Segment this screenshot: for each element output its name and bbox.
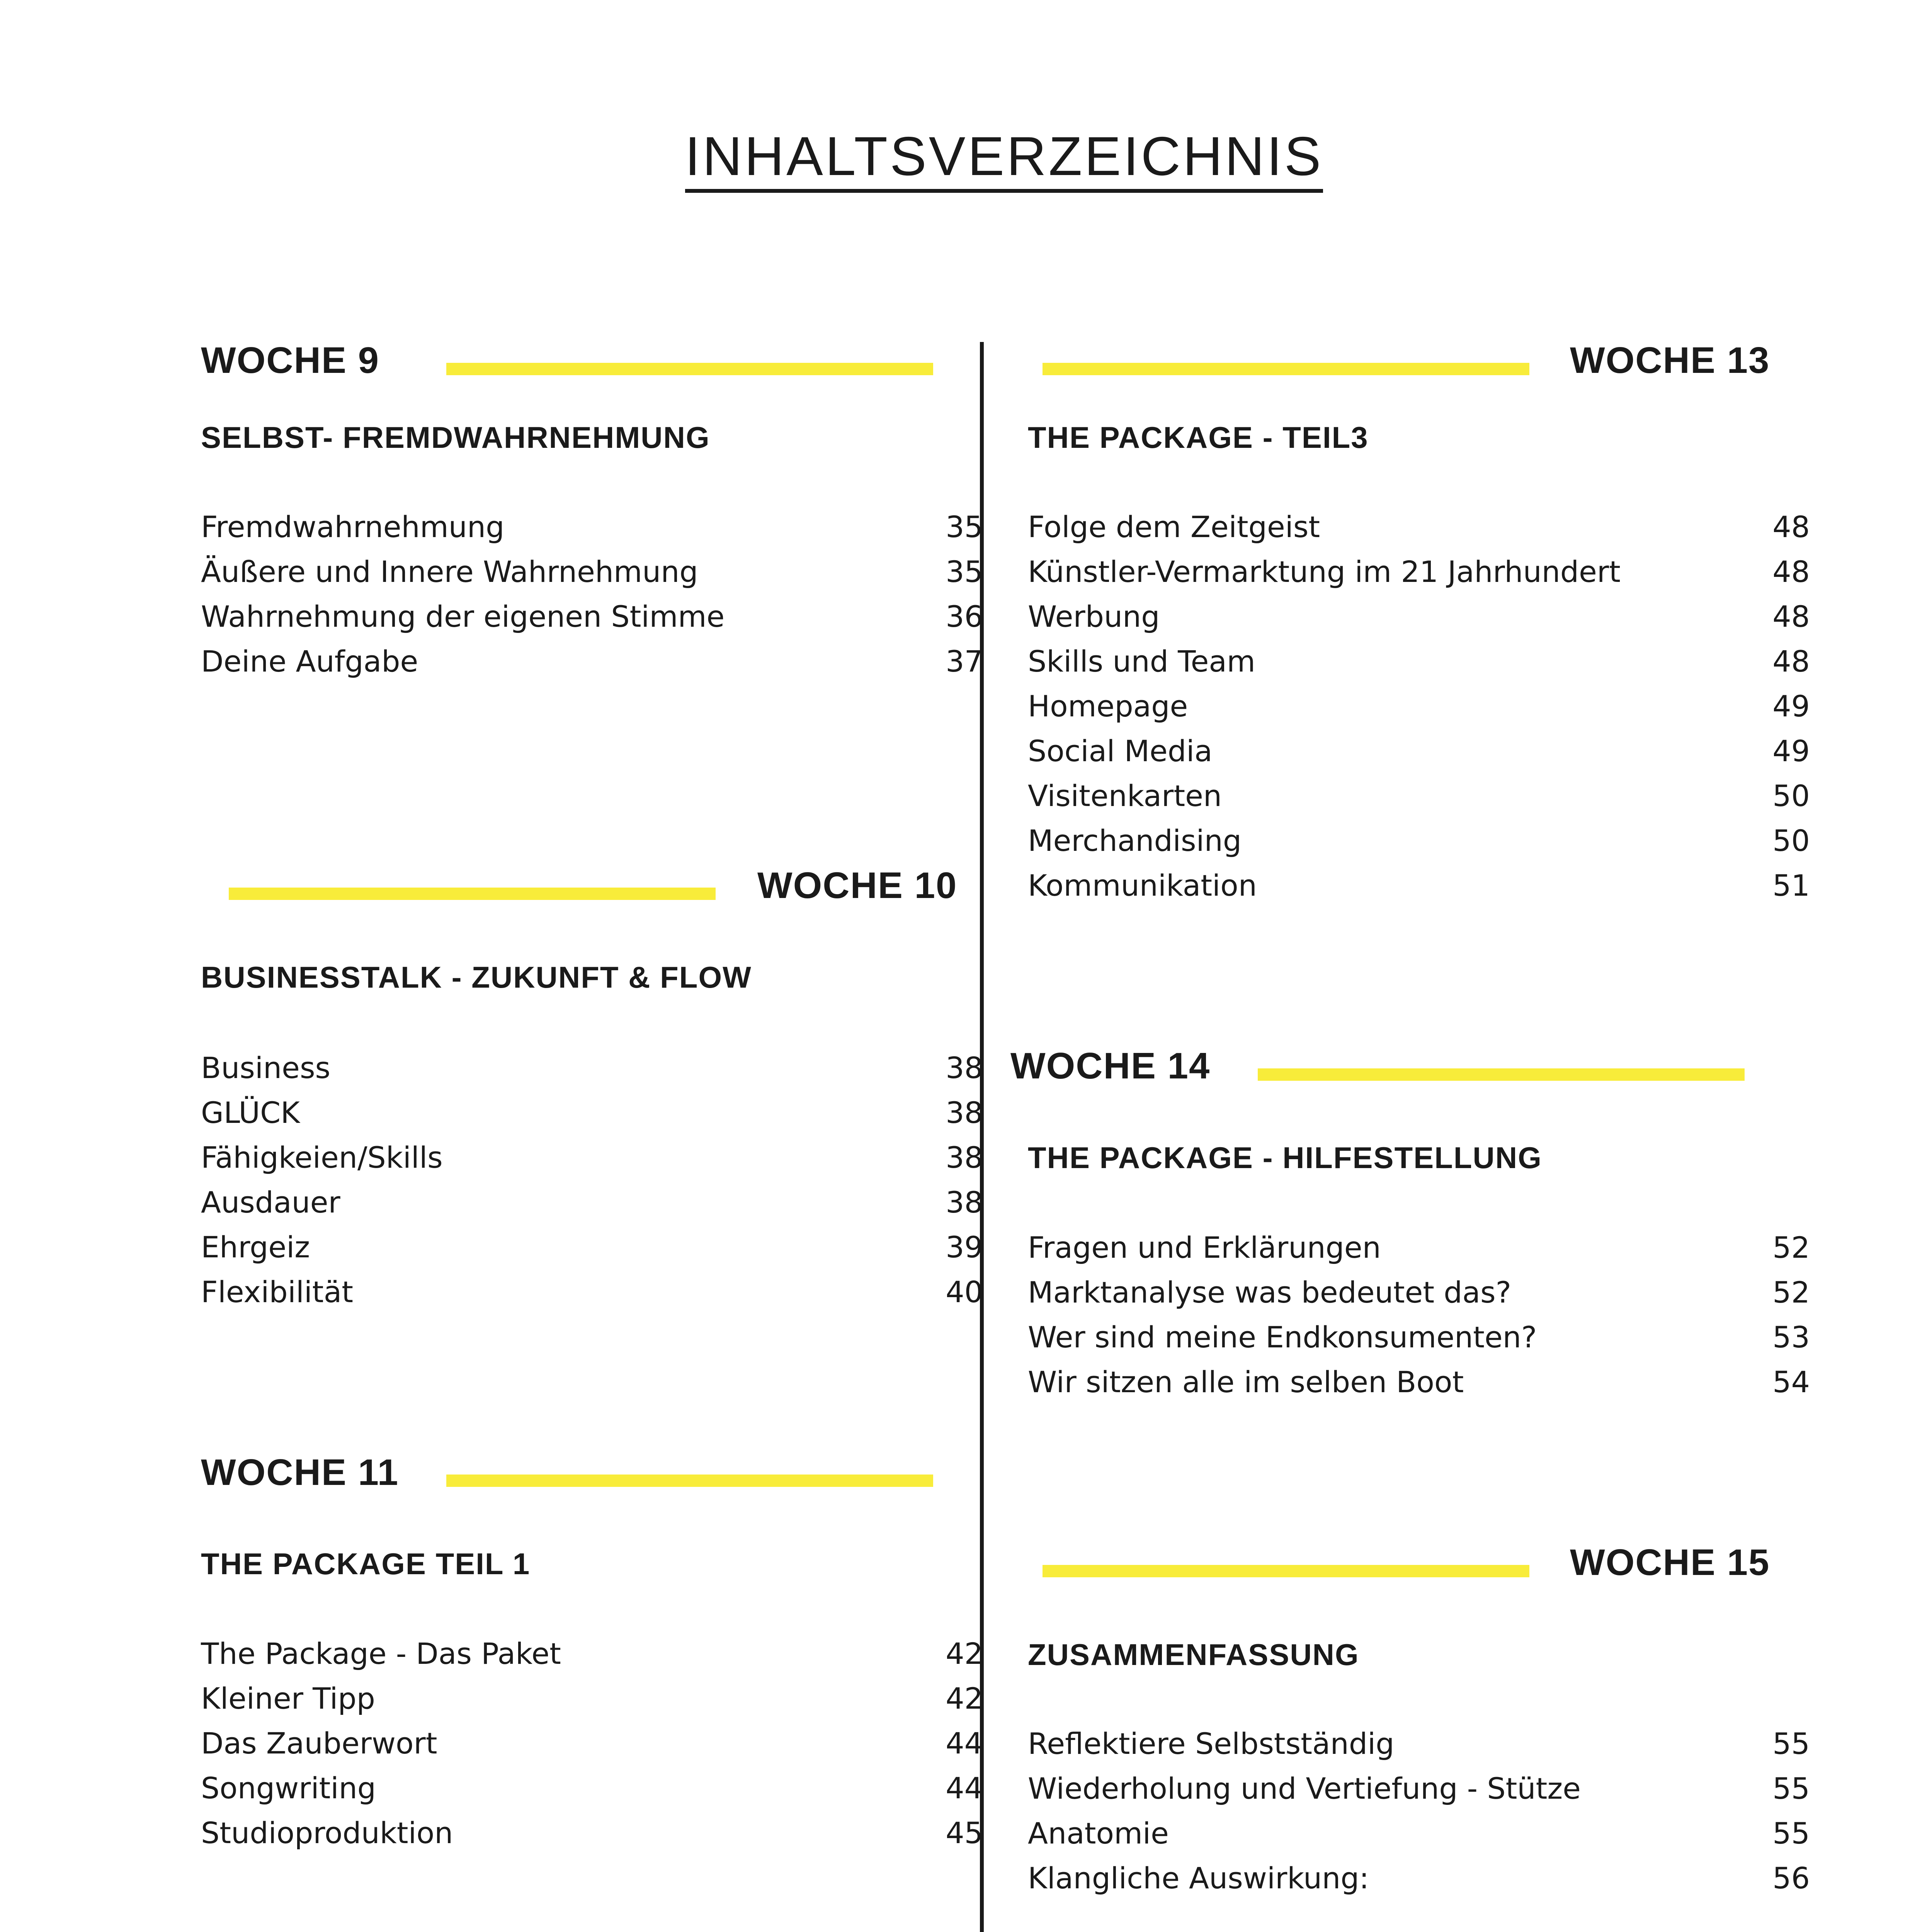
toc-entry[interactable] <box>201 1631 983 1676</box>
week-heading-14: WOCHE 14 <box>1010 1045 1211 1087</box>
entry-page: 44 <box>946 1726 983 1760</box>
entry-label: Merchandising <box>1028 823 1242 858</box>
toc-title-wrap <box>0 128 1932 193</box>
week-heading-9: WOCHE 9 <box>201 340 380 381</box>
entry-page: 48 <box>1772 554 1810 589</box>
toc-entry[interactable] <box>1028 594 1810 639</box>
entry-page: 40 <box>946 1275 983 1309</box>
section-subtitle-14: THE PACKAGE - HILFESTELLUNG <box>1028 1141 1542 1175</box>
entry-label: The Package - Das Paket <box>201 1636 561 1671</box>
section-subtitle-15: ZUSAMMENFASSUNG <box>1028 1638 1359 1672</box>
entry-page: 38 <box>946 1051 983 1085</box>
toc-entry[interactable] <box>1028 639 1810 684</box>
toc-entry[interactable] <box>1028 684 1810 729</box>
entry-page: 48 <box>1772 644 1810 679</box>
entry-label: Kommunikation <box>1028 868 1257 903</box>
entry-page: 45 <box>946 1816 983 1850</box>
toc-entry[interactable] <box>201 1811 983 1855</box>
toc-entry[interactable] <box>1028 549 1810 594</box>
toc-entry[interactable] <box>1028 1811 1810 1856</box>
entry-label: Fremdwahrnehmung <box>201 510 505 544</box>
entry-label: GLÜCK <box>201 1095 300 1130</box>
entry-label: Songwriting <box>201 1771 376 1805</box>
entry-list-10 <box>201 1046 983 1315</box>
entry-label: Wer sind meine Endkonsumenten? <box>1028 1320 1537 1354</box>
entry-page: 56 <box>1772 1861 1810 1895</box>
toc-entry[interactable] <box>201 1766 983 1811</box>
toc-entry[interactable] <box>1028 1856 1810 1901</box>
toc-entry[interactable] <box>201 1135 983 1180</box>
section-subtitle-11: THE PACKAGE TEIL 1 <box>201 1547 531 1581</box>
toc-entry[interactable] <box>201 639 983 684</box>
entry-page: 38 <box>946 1185 983 1219</box>
toc-entry[interactable] <box>1028 1766 1810 1811</box>
accent-bar-15 <box>1043 1565 1529 1577</box>
accent-bar-11 <box>446 1475 933 1487</box>
entry-list-15 <box>1028 1721 1810 1901</box>
toc-entry[interactable] <box>201 1721 983 1766</box>
entry-page: 54 <box>1772 1365 1810 1399</box>
entry-label: Äußere und Innere Wahrnehmung <box>201 554 698 589</box>
section-subtitle-13: THE PACKAGE - TEIL3 <box>1028 420 1369 454</box>
toc-entry[interactable] <box>1028 1270 1810 1315</box>
toc-entry[interactable] <box>201 1270 983 1315</box>
entry-page: 42 <box>946 1681 983 1716</box>
entry-label: Kleiner Tipp <box>201 1681 375 1716</box>
entry-list-14 <box>1028 1225 1810 1405</box>
toc-title: INHALTSVERZEICHNIS <box>685 128 1323 193</box>
entry-page: 37 <box>946 644 983 679</box>
entry-label: Fragen und Erklärungen <box>1028 1230 1381 1265</box>
entry-page: 49 <box>1772 689 1810 723</box>
toc-entry[interactable] <box>201 594 983 639</box>
toc-entry[interactable] <box>201 1046 983 1090</box>
entry-page: 53 <box>1772 1320 1810 1354</box>
toc-entry[interactable] <box>201 1225 983 1270</box>
entry-page: 35 <box>946 554 983 589</box>
entry-page: 44 <box>946 1771 983 1805</box>
entry-page: 55 <box>1772 1816 1810 1850</box>
entry-page: 38 <box>946 1140 983 1175</box>
section-subtitle-10: BUSINESSTALK - ZUKUNFT & FLOW <box>201 960 752 994</box>
entry-label: Wiederholung und Vertiefung - Stütze <box>1028 1771 1581 1806</box>
toc-entry[interactable] <box>1028 774 1810 818</box>
toc-entry[interactable] <box>1028 729 1810 774</box>
entry-page: 50 <box>1772 779 1810 813</box>
toc-entry[interactable] <box>201 1180 983 1225</box>
entry-page: 52 <box>1772 1230 1810 1265</box>
entry-label: Folge dem Zeitgeist <box>1028 510 1320 544</box>
entry-label: Fähigkeien/Skills <box>201 1140 443 1175</box>
entry-page: 35 <box>946 510 983 544</box>
week-heading-13: WOCHE 13 <box>1570 340 1770 381</box>
accent-bar-10 <box>229 888 716 900</box>
toc-entry[interactable] <box>201 505 983 549</box>
entry-label: Deine Aufgabe <box>201 644 418 679</box>
entry-label: Business <box>201 1051 331 1085</box>
section-subtitle-9: SELBST- FREMDWAHRNEHMUNG <box>201 420 710 454</box>
accent-bar-14 <box>1258 1068 1745 1081</box>
entry-label: Anatomie <box>1028 1816 1169 1850</box>
entry-label: Skills und Team <box>1028 644 1255 679</box>
entry-label: Marktanalyse was bedeutet das? <box>1028 1275 1512 1310</box>
accent-bar-9 <box>446 363 933 375</box>
entry-list-13 <box>1028 505 1810 908</box>
entry-label: Flexibilität <box>201 1275 354 1309</box>
entry-page: 42 <box>946 1636 983 1671</box>
accent-bar-13 <box>1043 363 1529 375</box>
entry-page: 48 <box>1772 599 1810 634</box>
entry-page: 50 <box>1772 823 1810 858</box>
toc-entry[interactable] <box>201 1676 983 1721</box>
entry-label: Künstler-Vermarktung im 21 Jahrhundert <box>1028 554 1621 589</box>
entry-page: 49 <box>1772 734 1810 768</box>
week-heading-11: WOCHE 11 <box>201 1452 399 1493</box>
entry-label: Wahrnehmung der eigenen Stimme <box>201 599 725 634</box>
entry-label: Das Zauberwort <box>201 1726 437 1760</box>
week-heading-15: WOCHE 15 <box>1570 1542 1770 1583</box>
toc-entry[interactable] <box>1028 818 1810 863</box>
entry-label: Visitenkarten <box>1028 779 1222 813</box>
entry-list-9 <box>201 505 983 684</box>
entry-page: 36 <box>946 599 983 634</box>
toc-entry[interactable] <box>1028 505 1810 549</box>
entry-list-11 <box>201 1631 983 1855</box>
entry-label: Wir sitzen alle im selben Boot <box>1028 1365 1464 1399</box>
entry-label: Ausdauer <box>201 1185 340 1219</box>
toc-entry[interactable] <box>1028 1315 1810 1360</box>
week-heading-10: WOCHE 10 <box>757 865 957 906</box>
toc-entry[interactable] <box>1028 863 1810 908</box>
toc-entry[interactable] <box>1028 1360 1810 1405</box>
toc-entry[interactable] <box>201 549 983 594</box>
entry-label: Ehrgeiz <box>201 1230 310 1264</box>
entry-label: Studioproduktion <box>201 1816 453 1850</box>
entry-label: Werbung <box>1028 599 1160 634</box>
entry-label: Social Media <box>1028 734 1213 768</box>
entry-page: 48 <box>1772 510 1810 544</box>
toc-entry[interactable] <box>1028 1721 1810 1766</box>
entry-label: Reflektiere Selbstständig <box>1028 1726 1395 1761</box>
entry-page: 51 <box>1772 868 1810 903</box>
entry-page: 38 <box>946 1095 983 1130</box>
entry-page: 52 <box>1772 1275 1810 1310</box>
toc-entry[interactable] <box>201 1090 983 1135</box>
toc-entry[interactable] <box>1028 1225 1810 1270</box>
entry-label: Klangliche Auswirkung: <box>1028 1861 1369 1895</box>
entry-page: 55 <box>1772 1771 1810 1806</box>
entry-label: Homepage <box>1028 689 1188 723</box>
entry-page: 55 <box>1772 1726 1810 1761</box>
entry-page: 39 <box>946 1230 983 1264</box>
